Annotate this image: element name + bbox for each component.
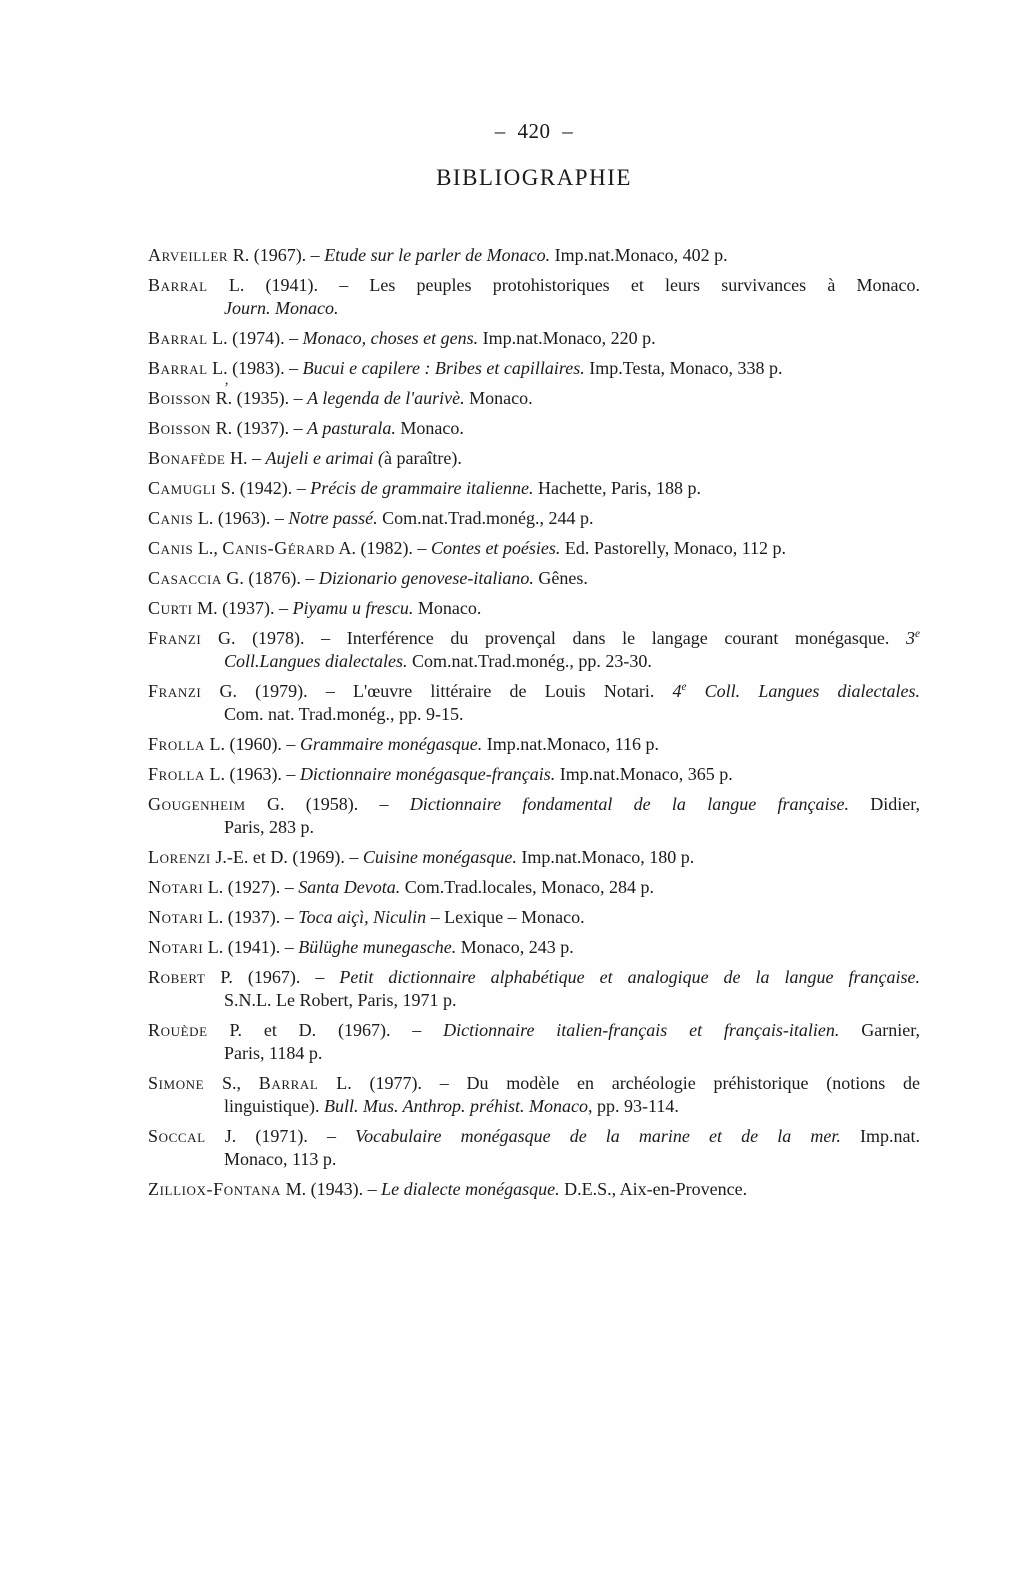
entry-text-run: Boisson bbox=[148, 418, 212, 438]
bibliography-entry bbox=[148, 477, 920, 500]
entry-text-run: Grammaire monégasque. bbox=[299, 734, 483, 754]
entry-text-run: M. (1943). – bbox=[281, 1179, 382, 1199]
entry-text-run: Notari bbox=[148, 907, 204, 927]
entry-text-run: Dictionnaire monégasque-français. bbox=[299, 764, 556, 784]
entry-text-run: Camugli bbox=[148, 478, 217, 498]
entry-line bbox=[148, 274, 920, 297]
entry-text-run: Simone bbox=[148, 1073, 205, 1093]
entry-text-run: Monaco. bbox=[464, 388, 533, 408]
entry-text-run: Canis bbox=[148, 538, 194, 558]
entry-text-run: 3 bbox=[906, 628, 916, 648]
entry-text-run: A pasturala. bbox=[307, 418, 396, 438]
bibliography-entry bbox=[148, 567, 920, 590]
entry-text-run: Notari bbox=[148, 877, 204, 897]
entry-text-run: Barral bbox=[258, 1073, 319, 1093]
bibliography-entry bbox=[148, 763, 920, 786]
entry-text-run: Arveiller bbox=[148, 245, 229, 265]
entry-text-run: Com. nat. Trad.monég., pp. 9-15. bbox=[224, 704, 464, 724]
entry-text-run: Garnier, bbox=[839, 1020, 920, 1040]
entry-text-run: Lorenzi bbox=[148, 847, 211, 867]
entry-text-run: Bucui e capilere : Bribes et capillaires. bbox=[302, 358, 585, 378]
entry-text-run: Imp.nat. bbox=[840, 1126, 920, 1146]
entry-text-run: L. (1937). – bbox=[203, 907, 299, 927]
entry-line bbox=[148, 417, 920, 440]
entry-text-run: S., bbox=[204, 1073, 259, 1093]
entry-text-run: Cuisine monégasque. bbox=[362, 847, 517, 867]
entry-line bbox=[148, 447, 920, 470]
entry-text-run: Canis bbox=[148, 508, 194, 528]
entry-text-run: Piyamu u frescu. bbox=[292, 598, 414, 618]
entry-text-run: L. (1963). – bbox=[204, 764, 300, 784]
entry-text-run: L. (1983). – bbox=[207, 358, 303, 378]
entry-text-run: , pp. 93-114. bbox=[588, 1096, 679, 1116]
bibliography-entry bbox=[148, 876, 920, 899]
entry-line bbox=[148, 906, 920, 929]
entry-line bbox=[148, 793, 921, 816]
entry-text-run: Rouède bbox=[148, 1020, 208, 1040]
entry-text-run: Coll. Langues dialectales. bbox=[686, 681, 920, 701]
entry-text-run: Franzi bbox=[148, 681, 202, 701]
entry-text-run: à paraître). bbox=[383, 448, 462, 468]
entry-text-run: Ed. Pastorelly, Monaco, 112 p. bbox=[560, 538, 787, 558]
entry-text-run: e bbox=[681, 681, 687, 693]
entry-line bbox=[148, 680, 920, 703]
entry-text-run: Coll.Langues dialectales. bbox=[224, 651, 408, 671]
entry-text-run: Bülüghe munegasche. bbox=[298, 937, 457, 957]
entry-line bbox=[148, 387, 920, 410]
entry-text-run: L. (1963). – bbox=[193, 508, 289, 528]
entry-text-run: G. (1978). – Interférence du provençal dans le langage courant monégasque. bbox=[201, 628, 907, 648]
entry-text-run: Canis-Gérard bbox=[222, 538, 335, 558]
entry-line bbox=[148, 1019, 920, 1042]
entry-text-run: Barral bbox=[148, 358, 208, 378]
entry-text-run: L. (1974). – bbox=[207, 328, 303, 348]
bibliography-entry bbox=[148, 793, 920, 839]
entry-text-run: Com.Trad.locales, Monaco, 284 p. bbox=[400, 877, 655, 897]
entry-text-run: Dictionnaire italien-français et français-italien. bbox=[443, 1020, 840, 1040]
entry-line bbox=[148, 327, 920, 350]
entry-text-run: Monaco. bbox=[395, 418, 464, 438]
entry-text-run: G. (1958). – bbox=[245, 794, 410, 814]
entry-line bbox=[148, 846, 920, 869]
entry-line bbox=[148, 627, 920, 650]
entry-line bbox=[224, 650, 920, 673]
entry-text-run: Santa Devota. bbox=[298, 877, 401, 897]
entry-text-run: Précis de grammaire italienne. bbox=[310, 478, 534, 498]
entry-text-run: Soccal bbox=[148, 1126, 206, 1146]
entry-text-run: Toca aiçì, Niculin bbox=[298, 907, 427, 927]
page-content bbox=[148, 0, 920, 1208]
entry-text-run: L. (1977). – Du modèle en archéologie préhistorique (notions de bbox=[318, 1073, 921, 1093]
bibliography-entry bbox=[148, 1178, 920, 1201]
entry-text-run: Paris, 283 p. bbox=[224, 817, 314, 837]
entry-line bbox=[148, 733, 920, 756]
bibliography-entry bbox=[148, 846, 920, 869]
entry-text-run: L. (1941). – bbox=[203, 937, 299, 957]
entry-text-run: G. (1979). – L'œuvre littéraire de Louis Notari. bbox=[201, 681, 673, 701]
entry-text-run: Notre passé. bbox=[288, 508, 378, 528]
entry-text-run: Curti bbox=[148, 598, 193, 618]
entry-text-run: Imp.nat.Monaco, 180 p. bbox=[516, 847, 695, 867]
bibliography-entry bbox=[148, 906, 920, 929]
entry-text-run: J. (1971). – bbox=[205, 1126, 356, 1146]
entry-line bbox=[148, 936, 920, 959]
entry-line bbox=[148, 597, 920, 620]
page-title: BIBLIOGRAPHIE bbox=[436, 165, 632, 190]
entry-text-run: G. (1876). – bbox=[221, 568, 319, 588]
bibliography-entry bbox=[148, 936, 920, 959]
entry-line bbox=[148, 507, 920, 530]
entry-text-run: Monaco, choses et gens. bbox=[302, 328, 479, 348]
entry-text-run: P. (1967). – bbox=[205, 967, 340, 987]
entry-text-run: linguistique). bbox=[224, 1096, 324, 1116]
entry-text-run: Bonafède bbox=[148, 448, 226, 468]
entry-text-run: Barral bbox=[148, 275, 208, 295]
entry-text-run: Franzi bbox=[148, 628, 202, 648]
entry-text-run: Monaco, 113 p. bbox=[224, 1149, 337, 1169]
entry-text-run: Paris, 1184 p. bbox=[224, 1043, 323, 1063]
entry-line bbox=[148, 876, 920, 899]
bibliography-entry bbox=[148, 680, 920, 726]
entry-text-run: Gougenheim bbox=[148, 794, 246, 814]
entry-text-run: Robert bbox=[148, 967, 206, 987]
entry-text-run: R. (1935). – bbox=[211, 388, 308, 408]
entry-text-run: Frolla bbox=[148, 734, 205, 754]
entry-line bbox=[224, 1095, 920, 1118]
entry-text-run: Casaccia bbox=[148, 568, 222, 588]
entry-text-run: A. (1982). – bbox=[334, 538, 431, 558]
entry-text-run: Zilliox-Fontana bbox=[148, 1179, 282, 1199]
entry-text-run: Etude sur le parler de Monaco. bbox=[324, 245, 551, 265]
entry-text-run: Frolla bbox=[148, 764, 205, 784]
entry-text-run: Notari bbox=[148, 937, 204, 957]
entry-text-run: Imp.nat.Monaco, 365 p. bbox=[555, 764, 733, 784]
bibliography-entry bbox=[148, 1072, 920, 1118]
bibliography-entry bbox=[148, 507, 920, 530]
entry-text-run: – Lexique – Monaco. bbox=[426, 907, 585, 927]
entry-text-run: H. – bbox=[225, 448, 266, 468]
entry-text-run: L. (1960). – bbox=[204, 734, 300, 754]
entry-line bbox=[148, 966, 920, 989]
entry-text-run: R. (1967). – bbox=[228, 245, 325, 265]
bibliography-entry bbox=[148, 274, 920, 320]
entry-text-run: Hachette, Paris, 188 p. bbox=[533, 478, 701, 498]
bibliography-entry bbox=[148, 327, 920, 350]
bibliography-entry bbox=[148, 417, 920, 440]
entry-text-run: Imp.Testa, Monaco, 338 p. bbox=[584, 358, 783, 378]
entry-text-run: Boisson bbox=[148, 388, 212, 408]
entry-text-run: L., bbox=[193, 538, 223, 558]
bibliography-entry bbox=[148, 597, 920, 620]
entry-text-run: S. (1942). – bbox=[216, 478, 311, 498]
entry-text-run: Petit dictionnaire alphabétique et analogique de la langue française. bbox=[339, 967, 920, 987]
entry-line bbox=[148, 477, 920, 500]
entry-text-run: R. (1937). – bbox=[211, 418, 308, 438]
entry-line bbox=[148, 1178, 920, 1201]
entry-text-run: Contes et poésies. bbox=[430, 538, 561, 558]
entry-line bbox=[224, 1148, 920, 1171]
entry-line bbox=[224, 703, 920, 726]
entry-text-run: J.-E. et D. (1969). – bbox=[210, 847, 363, 867]
entry-line bbox=[148, 1125, 920, 1148]
bibliography-entry bbox=[148, 357, 920, 380]
entry-text-run: Bull. Mus. Anthrop. préhist. Monaco bbox=[324, 1096, 588, 1116]
bibliography-entry bbox=[148, 733, 920, 756]
bibliography-entry bbox=[148, 244, 920, 267]
bibliography-entry bbox=[148, 447, 920, 470]
entry-text-run: P. et D. (1967). – bbox=[207, 1020, 444, 1040]
entry-text-run: L. (1941). – Les peuples protohistoriques et leurs survivances à Monaco. bbox=[207, 275, 920, 295]
bibliography-entry bbox=[148, 387, 920, 410]
entry-text-run: Dizionario genovese-italiano. bbox=[318, 568, 534, 588]
entry-line bbox=[224, 297, 920, 320]
entry-text-run: A legenda de l'aurivè. bbox=[307, 388, 465, 408]
entry-text-run: Barral bbox=[148, 328, 208, 348]
entry-line bbox=[148, 763, 920, 786]
bibliography-entry bbox=[148, 627, 920, 673]
bibliography-list bbox=[148, 244, 920, 1201]
entry-text-run: 4 bbox=[672, 681, 682, 701]
bibliography-entry bbox=[148, 966, 920, 1012]
entry-text-run: Didier, bbox=[848, 794, 921, 814]
entry-text-run: D.E.S., Aix-en-Provence. bbox=[559, 1179, 748, 1199]
entry-line bbox=[148, 537, 920, 560]
entry-text-run: Imp.nat.Monaco, 402 p. bbox=[550, 245, 728, 265]
entry-text-run: Com.nat.Trad.monég., 244 p. bbox=[377, 508, 594, 528]
entry-text-run: Dictionnaire fondamental de la langue française. bbox=[409, 794, 849, 814]
entry-text-run: Gênes. bbox=[533, 568, 588, 588]
entry-text-run: Vocabulaire monégasque de la marine et de la mer. bbox=[355, 1126, 841, 1146]
entry-text-run: S.N.L. Le Robert, Paris, 1971 p. bbox=[224, 990, 457, 1010]
entry-text-run: e bbox=[915, 628, 920, 640]
entry-line bbox=[224, 816, 920, 839]
entry-text-run: Monaco. bbox=[413, 598, 482, 618]
entry-text-run: M. (1937). – bbox=[192, 598, 293, 618]
entry-line bbox=[148, 244, 920, 267]
bibliography-entry bbox=[148, 1019, 920, 1065]
entry-text-run: Journ. Monaco. bbox=[224, 298, 339, 318]
bibliography-entry bbox=[148, 1125, 920, 1171]
entry-text-run: L. (1927). – bbox=[203, 877, 299, 897]
entry-line bbox=[148, 1072, 921, 1095]
entry-text-run: Imp.nat.Monaco, 116 p. bbox=[482, 734, 660, 754]
entry-line bbox=[224, 989, 920, 1012]
entry-text-run: Aujeli e arimai ( bbox=[265, 448, 384, 468]
page-number: – 420 – bbox=[494, 119, 574, 143]
entry-line bbox=[148, 357, 920, 380]
entry-line bbox=[148, 567, 920, 590]
entry-text-run: Le dialecte monégasque. bbox=[381, 1179, 560, 1199]
entry-line bbox=[224, 1042, 920, 1065]
entry-text-run: Imp.nat.Monaco, 220 p. bbox=[478, 328, 656, 348]
entry-text-run: Com.nat.Trad.monég., pp. 23-30. bbox=[407, 651, 652, 671]
bibliography-entry bbox=[148, 537, 920, 560]
entry-text-run: Monaco, 243 p. bbox=[456, 937, 574, 957]
